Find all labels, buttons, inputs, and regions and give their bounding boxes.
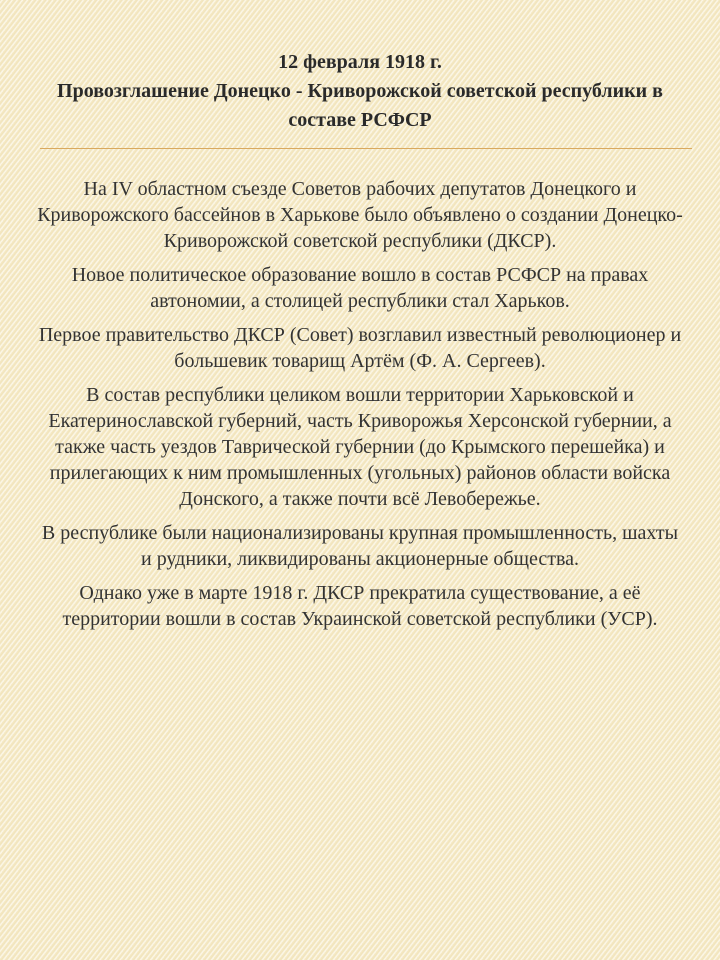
slide-body <box>36 176 684 640</box>
slide-title-block <box>40 48 680 135</box>
slide-title: Провозглашение Донецко - Криворожской советской республики в составе РСФСР <box>57 80 663 131</box>
slide-date: 12 февраля 1918 г. <box>278 51 442 73</box>
body-paragraph-4: В состав республики целиком вошли территории Харьковской и Екатеринославской губерний, часть Криворожья Херсонской губернии, а также часть уездов Таврической губернии (до Крымского перешейка) и прилегающих к ним промышленных (угольных) районов области войска Донского, а также почти всё Левобережье. <box>48 384 672 510</box>
body-paragraph-3: Первое правительство ДКСР (Совет) возглавил известный революционер и большевик товарищ Артём (Ф. А. Сергеев). <box>38 324 682 372</box>
title-divider <box>40 148 692 149</box>
body-paragraph-2: Новое политическое образование вошло в состав РСФСР на правах автономии, а столицей республики стал Харьков. <box>71 264 649 312</box>
body-paragraph-6: Однако уже в марте 1918 г. ДКСР прекратила существование, а её территории вошли в состав Украинской советской республики (УСР). <box>62 582 658 630</box>
body-paragraph-1: На IV областном съезде Советов рабочих депутатов Донецкого и Криворожского бассейнов в Харькове было объявлено о создании Донецко-Криворожской советской республики (ДКСР). <box>37 178 683 252</box>
body-paragraph-5: В республике были национализированы крупная промышленность, шахты и рудники, ликвидированы акционерные общества. <box>41 522 679 570</box>
